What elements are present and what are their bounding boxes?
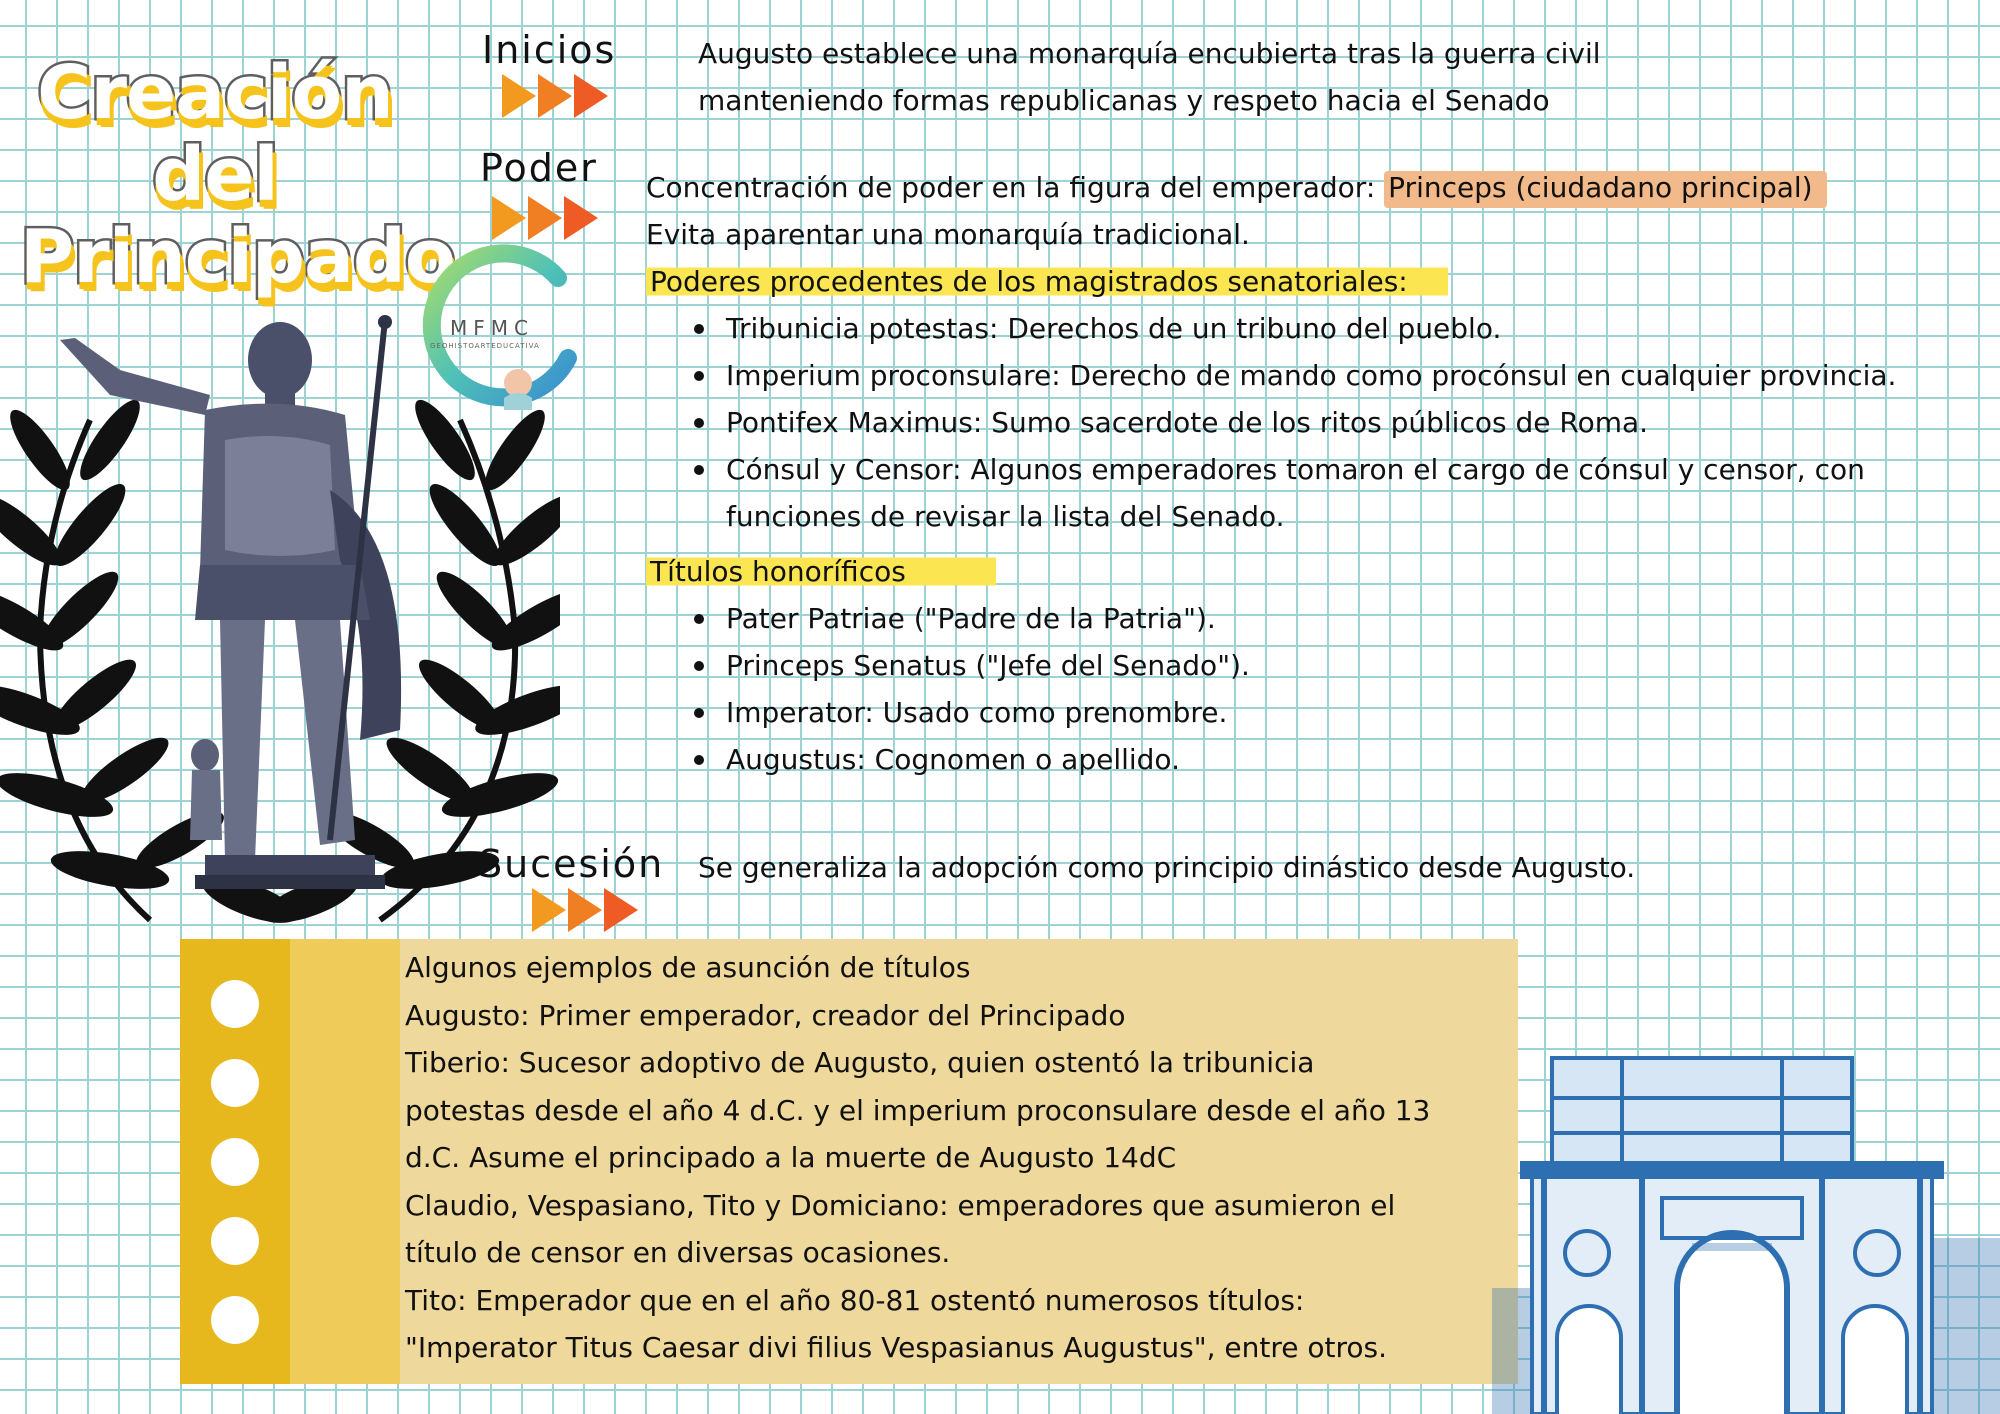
inicios-line: manteniendo formas republicanas y respeto hacia el Senado — [698, 84, 1550, 117]
examples-text — [405, 944, 1430, 1372]
card-line: Claudio, Vespasiano, Tito y Domiciano: emperadores que asumieron el — [405, 1188, 1396, 1222]
binder-hole-icon — [211, 980, 259, 1028]
poder-line-2: Evita aparentar una monarquía tradicional. — [646, 218, 1250, 251]
logo-text: MFMC — [450, 316, 534, 340]
list-item: Cónsul y Censor: Algunos emperadores tomaron el cargo de cónsul y censor, con — [692, 446, 1896, 493]
card-line: potestas desde el año 4 d.C. y el imperium proconsulare desde el año 13 — [405, 1093, 1431, 1127]
inicios-arrows — [502, 74, 608, 118]
sucesion-text: Se generaliza la adopción como principio dinástico desde Augusto. — [698, 851, 1636, 884]
inicios-line: Augusto establece una monarquía encubierta tras la guerra civil — [698, 37, 1601, 70]
poderes-heading — [646, 258, 1896, 305]
list-item: Tribunicia potestas: Derechos de un tribuno del pueblo. — [692, 305, 1896, 352]
card-line: Tito: Emperador que en el año 80-81 ostentó numerosos títulos: — [405, 1283, 1305, 1317]
list-item: Pontifex Maximus: Sumo sacerdote de los ritos públicos de Roma. — [692, 399, 1896, 446]
poder-arrows — [492, 196, 598, 240]
logo-subtext: GEOHISTOARTEDUCATIVA — [430, 342, 540, 350]
poderes-list — [692, 305, 1896, 493]
triumphal-arch-illustration — [1492, 1038, 2000, 1414]
princeps-highlight: Princeps (ciudadano principal) — [1384, 171, 1826, 208]
arrow-icon — [528, 196, 562, 240]
arrow-icon — [604, 888, 638, 932]
card-line: Tiberio: Sucesor adoptivo de Augusto, quien ostentó la tribunicia — [405, 1046, 1315, 1079]
list-item-continuation: funciones de revisar la lista del Senado. — [726, 500, 1285, 533]
arrow-icon — [564, 196, 598, 240]
titulos-heading-text: Títulos honoríficos — [646, 555, 996, 588]
arrow-icon — [502, 74, 536, 118]
mfmc-logo — [408, 238, 588, 418]
poder-line-1-prefix: Concentración de poder en la figura del emperador: — [646, 171, 1385, 204]
arrow-icon — [492, 196, 526, 240]
sucesion-arrows — [532, 888, 638, 932]
title-line-2: del — [152, 132, 278, 218]
arch-icon — [1522, 1058, 1942, 1414]
heading-inicios: Inicios — [482, 28, 617, 72]
poder-content — [646, 164, 1896, 783]
inicios-text — [698, 30, 1601, 124]
arrow-icon — [574, 74, 608, 118]
card-line: d.C. Asume el principado a la muerte de Augusto 14dC — [405, 1141, 1177, 1174]
binder-hole-icon — [211, 1059, 259, 1107]
card-line: Algunos ejemplos de asunción de títulos — [405, 951, 971, 984]
list-item: Pater Patriae ("Padre de la Patria"). — [692, 595, 1896, 642]
list-item: Augustus: Cognomen o apellido. — [692, 736, 1896, 783]
arrow-icon — [538, 74, 572, 118]
card-line: "Imperator Titus Caesar divi filius Vespasianus Augustus", entre otros. — [405, 1331, 1387, 1364]
binder-hole-icon — [211, 1296, 259, 1344]
card-line: título de censor en diversas ocasiones. — [405, 1236, 951, 1269]
heading-poder: Poder — [480, 146, 598, 190]
arrow-icon — [568, 888, 602, 932]
titulos-heading — [646, 548, 1896, 595]
card-margin-strip — [290, 939, 400, 1384]
page-title — [20, 50, 455, 300]
card-line: Augusto: Primer emperador, creador del Principado — [405, 998, 1126, 1032]
binder-hole-icon — [211, 1217, 259, 1265]
heading-sucesion: Sucesión — [478, 842, 665, 886]
list-item: Imperium proconsulare: Derecho de mando como procónsul en cualquier provincia. — [692, 352, 1896, 399]
title-line-1: Creación — [37, 50, 393, 136]
arrow-icon — [532, 888, 566, 932]
poderes-heading-text: Poderes procedentes de los magistrados senatoriales: — [646, 265, 1448, 298]
poder-line-1 — [646, 164, 1896, 211]
binder-hole-icon — [211, 1138, 259, 1186]
titulos-list — [692, 595, 1896, 783]
list-item: Princeps Senatus ("Jefe del Senado"). — [692, 642, 1896, 689]
list-item: Imperator: Usado como prenombre. — [692, 689, 1896, 736]
title-line-3: Principado — [20, 214, 455, 300]
augustus-statue-icon — [60, 315, 401, 889]
